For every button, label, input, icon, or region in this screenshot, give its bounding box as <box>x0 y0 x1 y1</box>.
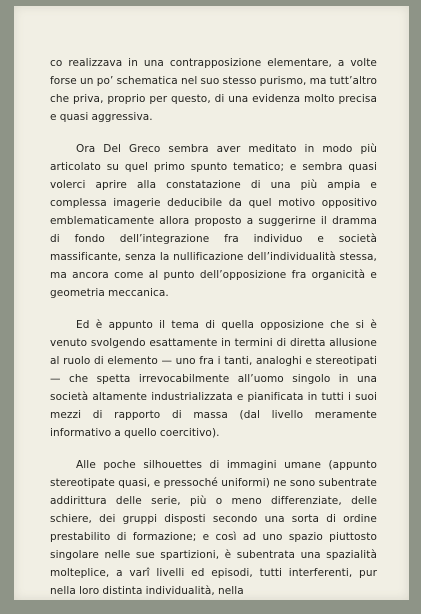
paragraph-2: Ora Del Greco sembra aver meditato in modo più articolato su quel primo spunto tematico; e sembra quasi volerci aprire alla constatazione di una più ampia e complessa imagerie deducibile da quel motivo oppositivo emblematicamente allora proposto a suggerirne il dramma di fondo dell’integrazione fra individuo e società massificante, senza la nullificazione dell’individualità stessa, ma ancora come al punto dell’opposizione fra organicità e geometria meccanica. <box>50 143 377 299</box>
paragraph-3: Ed è appunto il tema di quella opposizione che si è venuto svolgendo esattamente in termini di diretta allusione al ruolo di elemento — uno fra i tanti, analoghi e stereotipati — che spetta irrevocabilmente all’uomo singolo in una società altamente industrializzata e pianificata in tutti i suoi mezzi di rapporto di massa (dal livello meramente informativo a quello coercitivo). <box>50 319 377 439</box>
book-page <box>14 6 409 600</box>
paragraph-1: co realizzava in una contrapposizione elementare, a volte forse un po’ schematica nel suo stesso purismo, ma tutt’altro che priva, proprio per questo, di una evidenza molto precisa e quasi aggressiva. <box>50 57 377 123</box>
page-text <box>50 54 377 614</box>
paragraph-4: Alle poche silhouettes di immagini umane (appunto stereotipate quasi, e pressoché uniformi) ne sono subentrate addirittura delle serie, più o meno differenziate, delle schiere, dei gruppi disposti secondo una sorta di ordine prestabilito di formazione; e così ad uno spazio piuttosto singolare nelle sue spartizioni, è subentrata una spazialità molteplice, a varî livelli ed episodi, tutti interferenti, pur nella loro distinta individualità, nella <box>50 459 377 597</box>
